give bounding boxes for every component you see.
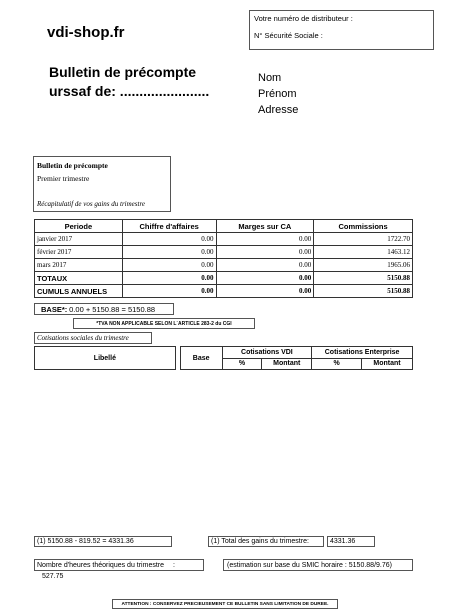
cell: 0.00	[216, 259, 314, 272]
col-base: Base	[180, 347, 222, 370]
cell: février 2017	[35, 246, 123, 259]
calc-box: (1) 5150.88 - 819.52 = 4331.36	[34, 536, 172, 547]
smic-note: (estimation sur base du SMIC horaire : 5150.88/9.76)	[223, 559, 413, 571]
info-box-title: Bulletin de précompte	[37, 161, 108, 170]
cell: 1965.06	[314, 259, 413, 272]
base-box	[34, 303, 174, 315]
total-gains-label: (1) Total des gains du trimestre:	[208, 536, 324, 547]
doc-title-line1: Bulletin de précompte	[49, 64, 197, 80]
cell: 1722.70	[314, 233, 413, 246]
cell: 1463.12	[314, 246, 413, 259]
table-row	[35, 259, 413, 272]
cotisations-title: Cotisations sociales du trimestre	[34, 332, 152, 344]
info-box-period: Premier trimestre	[37, 174, 90, 183]
warning-note: ATTENTION : CONSERVEZ PRECIEUSEMENT CE BULLETIN SANS LIMITATION DE DUREE.	[112, 599, 338, 609]
secu-label: N° Sécurité Sociale :	[254, 31, 323, 40]
distributor-label: Votre numéro de distributeur :	[254, 14, 353, 23]
cell: 0.00	[122, 272, 216, 285]
doc-title-line2: urssaf de: .......................	[49, 83, 210, 99]
col-libelle: Libellé	[35, 347, 176, 370]
cell: 0.00	[122, 246, 216, 259]
gains-table-header	[35, 220, 413, 233]
table-row	[35, 246, 413, 259]
distributor-box	[249, 10, 434, 50]
tva-note: *TVA NON APPLICABLE SELON L´ARTICLE 283-2 du CGI	[73, 318, 255, 329]
base-value: 0.00 + 5150.88 = 5150.88	[69, 305, 156, 314]
col-commissions: Commissions	[314, 220, 413, 233]
table-row-totaux	[35, 272, 413, 285]
col-ent-pct: %	[312, 358, 362, 370]
cell: CUMULS ANNUELS	[35, 285, 123, 298]
adresse-field: Adresse	[258, 104, 299, 116]
nom-field: Nom	[258, 72, 282, 84]
hours-sep: :	[172, 562, 175, 569]
hours-label: Nombre d'heures théoriques du trimestre	[37, 562, 165, 569]
cell: 0.00	[122, 285, 216, 298]
col-cotis-vdi: Cotisations VDI	[222, 347, 312, 359]
info-box	[33, 156, 171, 212]
cell: 0.00	[216, 285, 314, 298]
gains-table	[34, 219, 413, 298]
base-label: BASE*:	[41, 305, 68, 314]
table-row-cumuls	[35, 285, 413, 298]
col-marges: Marges sur CA	[216, 220, 314, 233]
site-name: vdi-shop.fr	[47, 24, 125, 41]
col-chiffre-affaires: Chiffre d'affaires	[122, 220, 216, 233]
cell: 0.00	[216, 272, 314, 285]
col-cotis-ent: Cotisations Enterprise	[312, 347, 413, 359]
cell: TOTAUX	[35, 272, 123, 285]
cell: mars 2017	[35, 259, 123, 272]
col-periode: Periode	[35, 220, 123, 233]
info-box-recap: Récapitulatif de vos gains du trimestre	[37, 200, 146, 208]
cell: 0.00	[216, 233, 314, 246]
cotis-header-row1	[35, 347, 413, 359]
col-vdi-montant: Montant	[262, 358, 312, 370]
cell: 5150.88	[314, 272, 413, 285]
cell: 0.00	[122, 259, 216, 272]
col-vdi-pct: %	[222, 358, 262, 370]
cell: 5150.88	[314, 285, 413, 298]
cell: 0.00	[122, 233, 216, 246]
cell: janvier 2017	[35, 233, 123, 246]
cell: 0.00	[216, 246, 314, 259]
hours-value: 527.75	[42, 573, 64, 580]
table-row	[35, 233, 413, 246]
total-gains-value: 4331.36	[327, 536, 375, 547]
col-ent-montant: Montant	[362, 358, 413, 370]
prenom-field: Prénom	[258, 88, 297, 100]
hours-box	[34, 559, 204, 580]
cotisations-table	[34, 346, 413, 370]
